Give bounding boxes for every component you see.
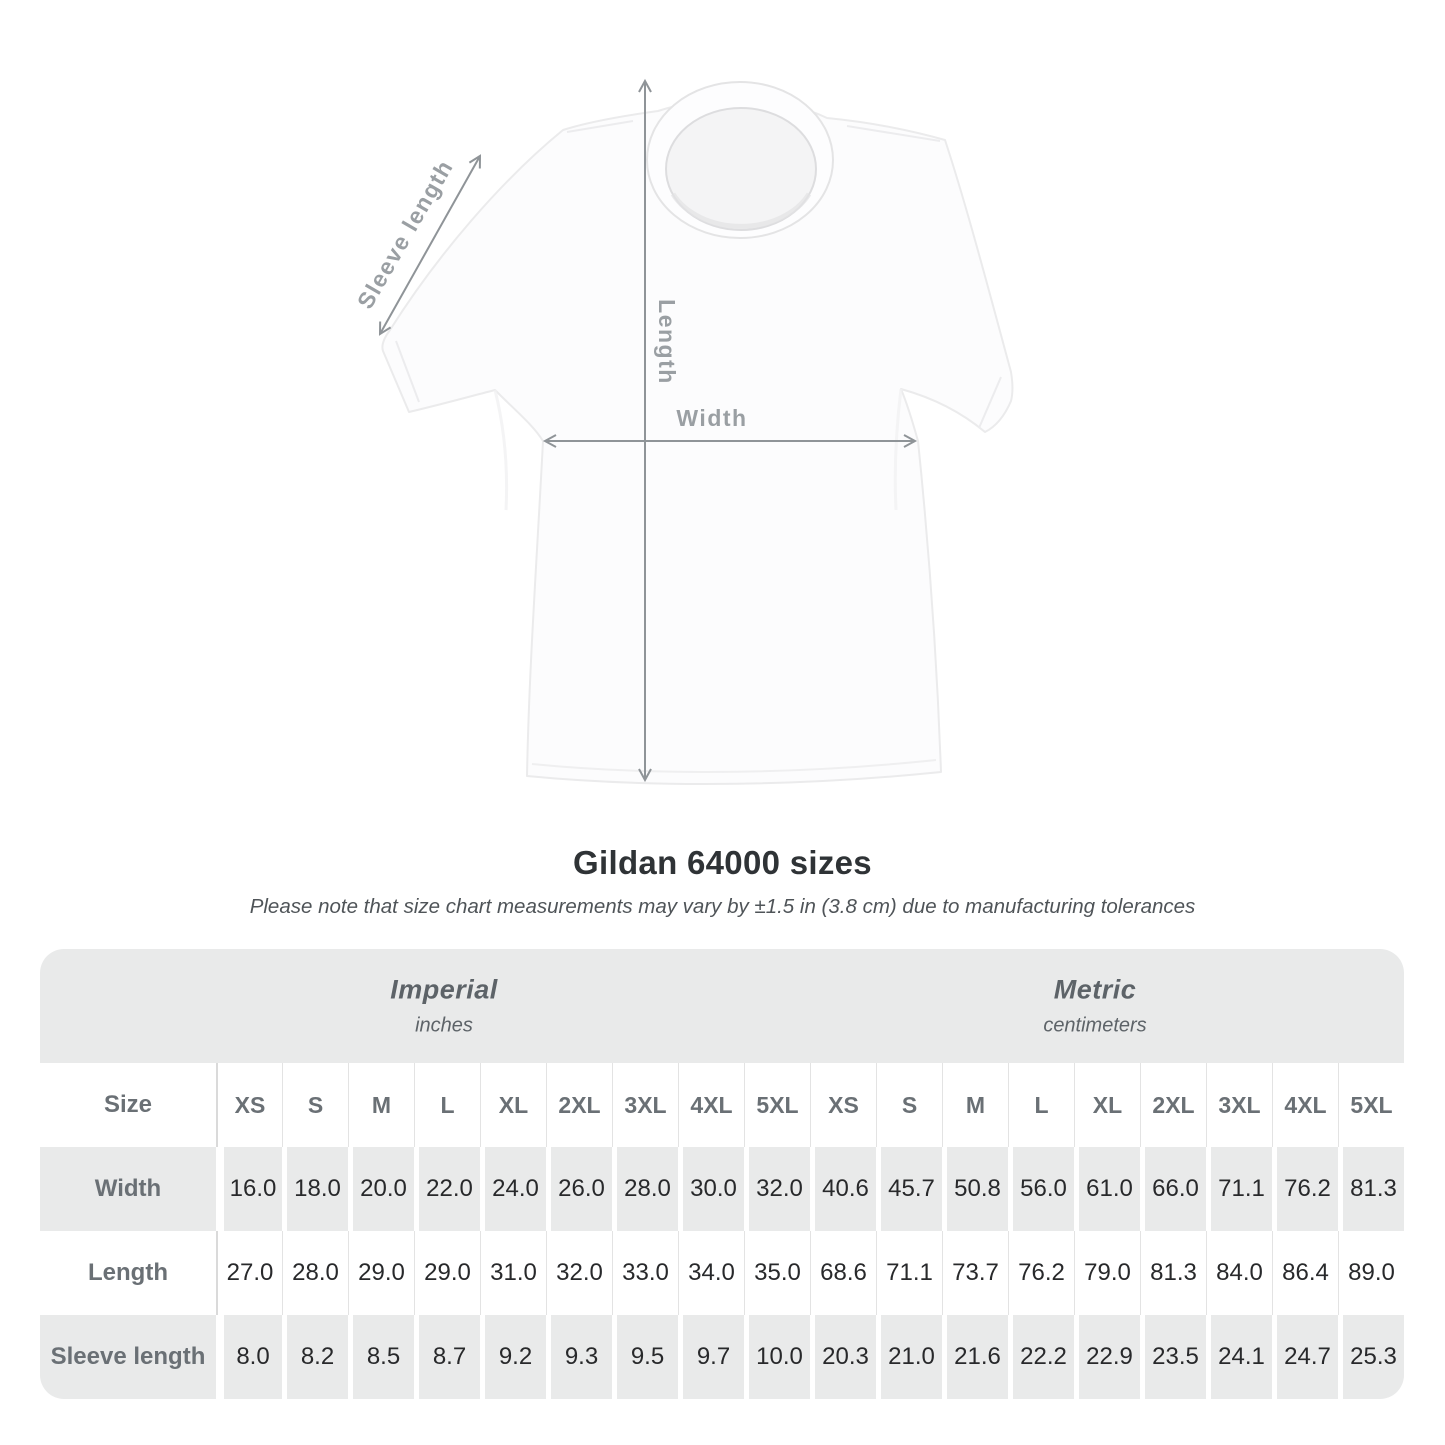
tolerance-note: Please note that size chart measurements may vary by ±1.5 in (3.8 cm) due to manufacturing tolerances [249, 895, 1196, 918]
col-header: XL [1074, 1063, 1140, 1147]
metric-section-header [1043, 975, 1146, 1038]
value-cell: 28.0 [282, 1231, 348, 1315]
col-header: 4XL [1272, 1063, 1338, 1147]
value-cell: 9.2 [480, 1315, 546, 1399]
value-cell: 10.0 [744, 1315, 810, 1399]
value-cell: 56.0 [1008, 1147, 1074, 1231]
value-cell: 71.1 [876, 1231, 942, 1315]
value-cell: 32.0 [744, 1147, 810, 1231]
col-header: S [876, 1063, 942, 1147]
value-cell: 8.2 [282, 1315, 348, 1399]
sleeve-length-row [40, 1315, 1404, 1399]
value-cell: 18.0 [282, 1147, 348, 1231]
value-cell: 24.1 [1206, 1315, 1272, 1399]
row-label: Length [40, 1231, 216, 1315]
col-header: S [282, 1063, 348, 1147]
col-header: XS [810, 1063, 876, 1147]
imperial-section-header [390, 975, 498, 1038]
value-cell: 76.2 [1272, 1147, 1338, 1231]
value-cell: 9.7 [678, 1315, 744, 1399]
value-cell: 23.5 [1140, 1315, 1206, 1399]
col-header: XL [480, 1063, 546, 1147]
value-cell: 68.6 [810, 1231, 876, 1315]
col-header: 3XL [612, 1063, 678, 1147]
length-row [40, 1231, 1404, 1315]
value-cell: 26.0 [546, 1147, 612, 1231]
page-title: Gildan 64000 sizes [573, 844, 872, 881]
metric-title: Metric [1053, 974, 1137, 1005]
col-header: M [942, 1063, 1008, 1147]
value-cell: 8.5 [348, 1315, 414, 1399]
value-cell: 27.0 [216, 1231, 282, 1315]
value-cell: 30.0 [678, 1147, 744, 1231]
value-cell: 8.7 [414, 1315, 480, 1399]
row-label: Sleeve length [40, 1315, 216, 1399]
value-cell: 34.0 [678, 1231, 744, 1315]
col-header: 3XL [1206, 1063, 1272, 1147]
value-cell: 24.7 [1272, 1315, 1338, 1399]
length-label: Length [654, 299, 680, 385]
col-header: XS [216, 1063, 282, 1147]
col-header: 2XL [1140, 1063, 1206, 1147]
sleeve-length-label: Sleeve length [351, 154, 459, 314]
size-header-row [40, 1063, 1404, 1147]
value-cell: 20.3 [810, 1315, 876, 1399]
value-cell: 86.4 [1272, 1231, 1338, 1315]
value-cell: 40.6 [810, 1147, 876, 1231]
col-header: 5XL [1338, 1063, 1404, 1147]
metric-subtitle: centimeters [1043, 1014, 1147, 1037]
value-cell: 33.0 [612, 1231, 678, 1315]
value-cell: 89.0 [1338, 1231, 1404, 1315]
value-cell: 32.0 [546, 1231, 612, 1315]
col-header: M [348, 1063, 414, 1147]
tshirt-illustration [382, 82, 1012, 784]
value-cell: 50.8 [942, 1147, 1008, 1231]
value-cell: 81.3 [1338, 1147, 1404, 1231]
value-cell: 21.6 [942, 1315, 1008, 1399]
size-row-header: Size [40, 1063, 216, 1147]
value-cell: 24.0 [480, 1147, 546, 1231]
width-label: Width [676, 405, 748, 431]
col-header: L [1008, 1063, 1074, 1147]
value-cell: 79.0 [1074, 1231, 1140, 1315]
armpit-crease-left [495, 390, 507, 510]
col-header: 5XL [744, 1063, 810, 1147]
value-cell: 21.0 [876, 1315, 942, 1399]
value-cell: 61.0 [1074, 1147, 1140, 1231]
value-cell: 35.0 [744, 1231, 810, 1315]
value-cell: 25.3 [1338, 1315, 1404, 1399]
value-cell: 22.0 [414, 1147, 480, 1231]
imperial-subtitle: inches [415, 1014, 473, 1037]
value-cell: 8.0 [216, 1315, 282, 1399]
value-cell: 9.5 [612, 1315, 678, 1399]
value-cell: 81.3 [1140, 1231, 1206, 1315]
col-header: 4XL [678, 1063, 744, 1147]
value-cell: 71.1 [1206, 1147, 1272, 1231]
value-cell: 66.0 [1140, 1147, 1206, 1231]
value-cell: 31.0 [480, 1231, 546, 1315]
col-header: L [414, 1063, 480, 1147]
value-cell: 28.0 [612, 1147, 678, 1231]
value-cell: 84.0 [1206, 1231, 1272, 1315]
value-cell: 29.0 [414, 1231, 480, 1315]
value-cell: 73.7 [942, 1231, 1008, 1315]
units-header-band [40, 949, 1404, 1063]
width-row [40, 1147, 1404, 1231]
imperial-title: Imperial [390, 974, 498, 1005]
value-cell: 76.2 [1008, 1231, 1074, 1315]
value-cell: 16.0 [216, 1147, 282, 1231]
value-cell: 29.0 [348, 1231, 414, 1315]
value-cell: 22.2 [1008, 1315, 1074, 1399]
value-cell: 20.0 [348, 1147, 414, 1231]
col-header: 2XL [546, 1063, 612, 1147]
value-cell: 9.3 [546, 1315, 612, 1399]
value-cell: 45.7 [876, 1147, 942, 1231]
value-cell: 22.9 [1074, 1315, 1140, 1399]
size-table [40, 949, 1404, 1399]
row-label: Width [40, 1147, 216, 1231]
